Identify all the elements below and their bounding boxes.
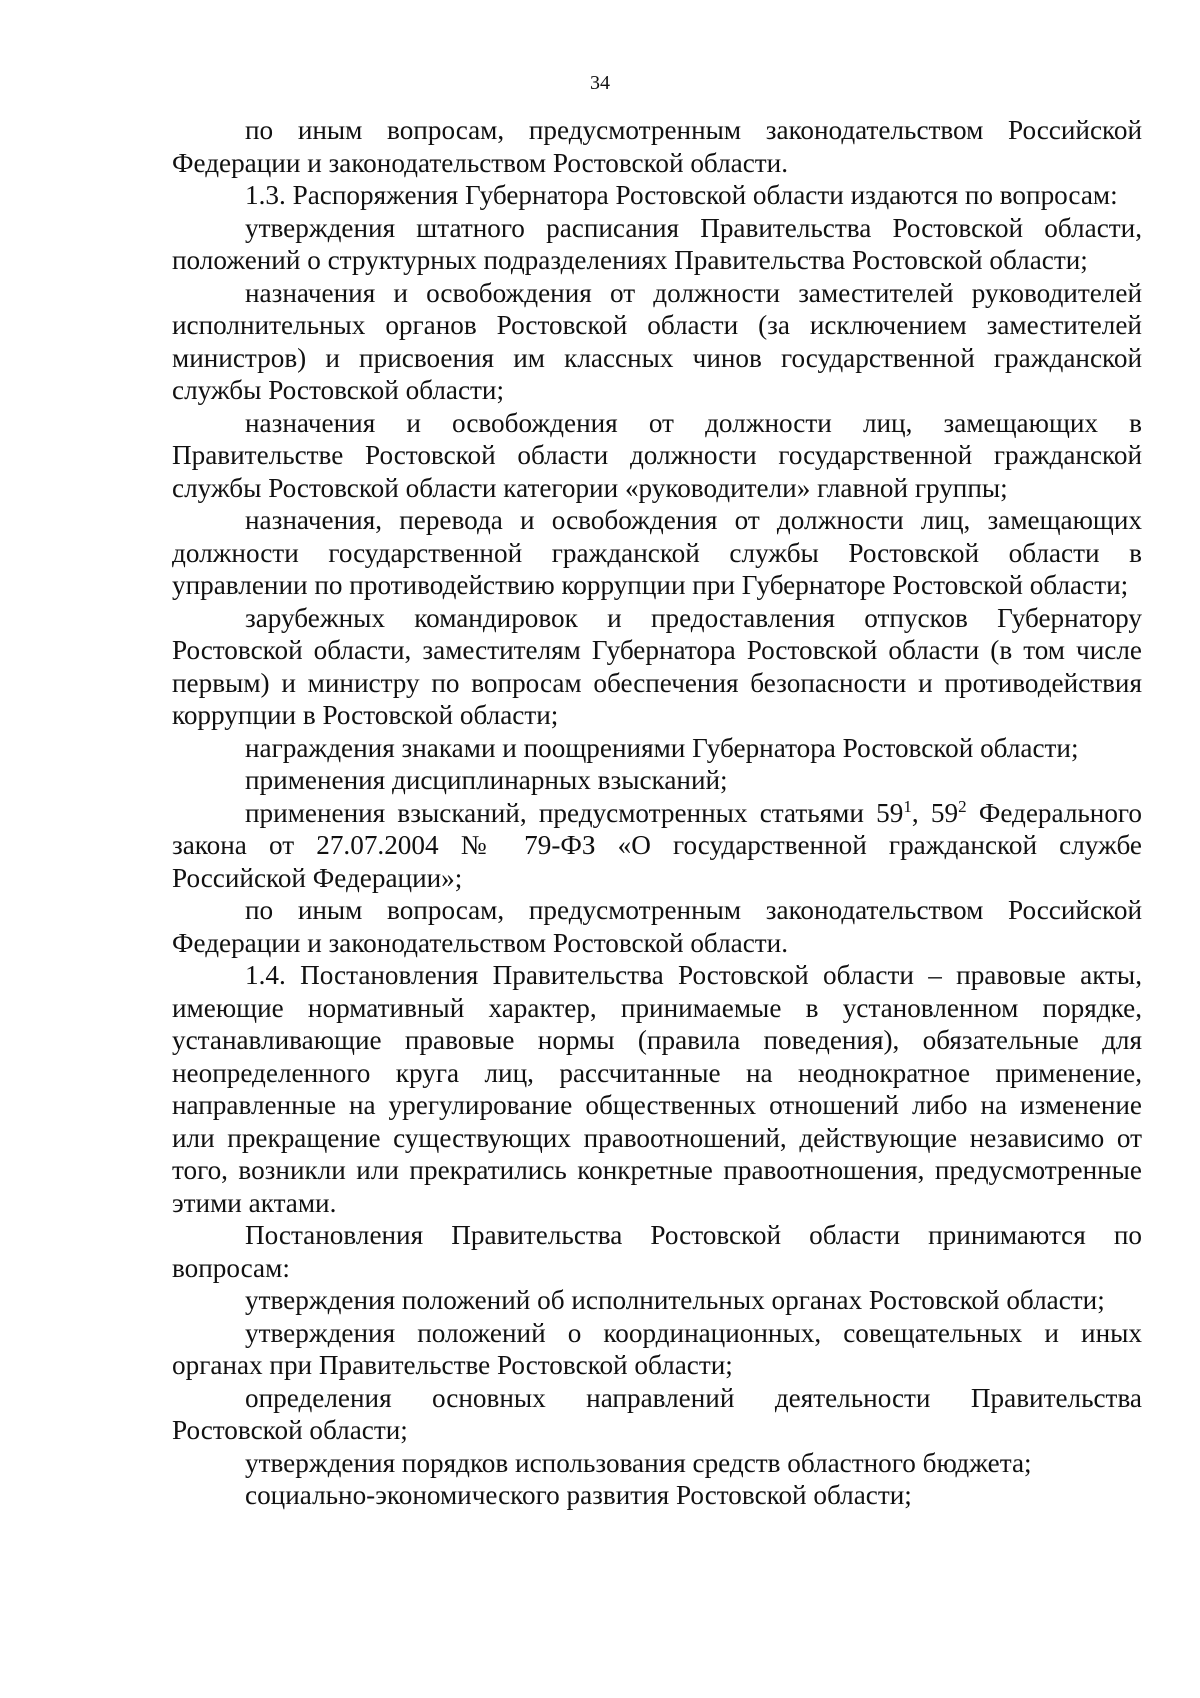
paragraph-penalties [172, 797, 1142, 895]
page-number: 34 [590, 72, 610, 94]
text-run: применения взысканий, предусмотренных статьями 59 [245, 797, 904, 828]
paragraph: зарубежных командировок и предоставления отпусков Губернатору Ростовской области, заместителям Губернатора Ростовской области (в том числе первым) и министру по вопросам обеспечения безопасности и противодействия коррупции в Ростовской области; [172, 602, 1142, 730]
paragraph: утверждения штатного расписания Правительства Ростовской области, положений о структурных подразделениях Правительства Ростовской области; [172, 212, 1142, 275]
paragraph: определения основных направлений деятельности Правительства Ростовской области; [172, 1382, 1142, 1445]
text-run: , 59 [911, 797, 959, 828]
paragraph: утверждения положений об исполнительных органах Ростовской области; [245, 1285, 1105, 1315]
paragraph: награждения знаками и поощрениями Губернатора Ростовской области; [245, 732, 1079, 763]
document-body [172, 114, 1142, 1512]
superscript: 2 [958, 796, 967, 816]
paragraph: социально-экономического развития Ростовской области; [245, 1480, 912, 1510]
paragraph: по иным вопросам, предусмотренным законодательством Российской Федерации и законодательством Ростовской области. [172, 115, 1142, 178]
text-run: Федерального закона от 27.07.2004 № 79-ФЗ «О государственной гражданской службе Российской Федерации»; [172, 797, 1142, 893]
paragraph: утверждения порядков использования средств областного бюджета; [245, 1447, 1032, 1478]
paragraph: назначения и освобождения от должности лиц, замещающих в Правительстве Ростовской области должности государственной гражданской службы Ростовской области категории «руководители» главной группы; [172, 407, 1142, 503]
paragraph: по иным вопросам, предусмотренным законодательством Российской Федерации и законодательством Ростовской области. [172, 895, 1142, 958]
superscript: 1 [903, 796, 912, 816]
paragraph: применения дисциплинарных взысканий; [245, 765, 728, 795]
paragraph: назначения, перевода и освобождения от должности лиц, замещающих должности государственной гражданской службы Ростовской области в управлении по противодействию коррупции при Губернаторе Ростовской области; [172, 505, 1142, 600]
paragraph: 1.3. Распоряжения Губернатора Ростовской области издаются по вопросам: [245, 180, 1118, 210]
paragraph: назначения и освобождения от должности заместителей руководителей исполнительных органов Ростовской области (за исключением заместителей министров) и присвоения им классных чинов государственной гражданской службы Ростовской области; [172, 277, 1142, 405]
paragraph: утверждения положений о координационных, совещательных и иных органах при Правительстве Ростовской области; [172, 1317, 1142, 1380]
paragraph: Постановления Правительства Ростовской области принимаются по вопросам: [172, 1220, 1142, 1283]
paragraph: 1.4. Постановления Правительства Ростовской области – правовые акты, имеющие нормативный характер, принимаемые в установленном порядке, устанавливающие правовые нормы (правила поведения), обязательные для неопределенного круга лиц, рассчитанные на неоднократное применение, направленные на урегулирование общественных отношений либо на изменение или прекращение существующих правоотношений, действующие независимо от того, возникли или прекратились конкретные правоотношения, предусмотренные этими актами. [172, 960, 1142, 1218]
